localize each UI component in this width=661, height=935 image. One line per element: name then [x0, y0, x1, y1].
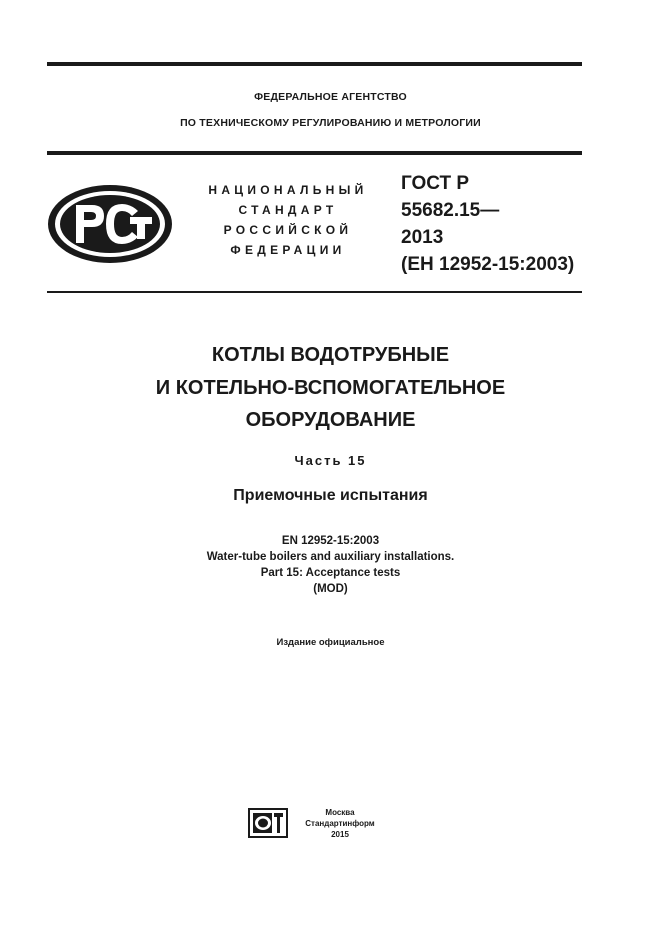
title-line-1: КОТЛЫ ВОДОТРУБНЫЕ [211, 344, 450, 366]
publisher-city: Москва [325, 808, 355, 817]
rst-certification-logo-icon [46, 183, 174, 265]
standard-type-line-1: НАЦИОНАЛЬНЫЙ [208, 183, 368, 197]
title-line-2: И КОТЕЛЬНО-ВСПОМОГАТЕЛЬНОЕ [155, 377, 506, 399]
agency-line-2: ПО ТЕХНИЧЕСКОМУ РЕГУЛИРОВАНИЮ И МЕТРОЛОГИИ [180, 117, 481, 129]
standartinform-logo-icon [248, 808, 288, 838]
standard-type-line-2: СТАНДАРТ [238, 203, 338, 217]
header-rule [47, 151, 582, 155]
gost-designation-line-1: ГОСТ Р [401, 173, 470, 194]
agency-line-1: ФЕДЕРАЛЬНОЕ АГЕНТСТВО [254, 91, 407, 103]
standard-type-line-3: РОССИЙСКОЙ [223, 223, 353, 237]
publisher-year: 2015 [331, 830, 349, 839]
part-number: Часть 15 [294, 453, 367, 468]
en-line-3: Part 15: Acceptance tests [260, 567, 401, 579]
gost-designation-line-4: (ЕН 12952-15:2003) [401, 254, 575, 275]
title-line-3: ОБОРУДОВАНИЕ [245, 409, 416, 431]
publisher-name: Стандартинформ [305, 819, 375, 828]
standard-rule [47, 291, 582, 293]
subtitle: Приемочные испытания [233, 487, 428, 504]
standard-type-line-4: ФЕДЕРАЦИИ [230, 243, 346, 257]
edition-label: Издание официальное [276, 637, 385, 648]
gost-designation-line-3: 2013 [401, 227, 444, 248]
gost-designation-line-2: 55682.15— [401, 200, 500, 221]
en-line-1: EN 12952-15:2003 [281, 535, 380, 547]
top-rule [47, 62, 582, 66]
en-line-4: (MOD) [313, 583, 348, 595]
en-line-2: Water-tube boilers and auxiliary installations. [206, 551, 455, 563]
